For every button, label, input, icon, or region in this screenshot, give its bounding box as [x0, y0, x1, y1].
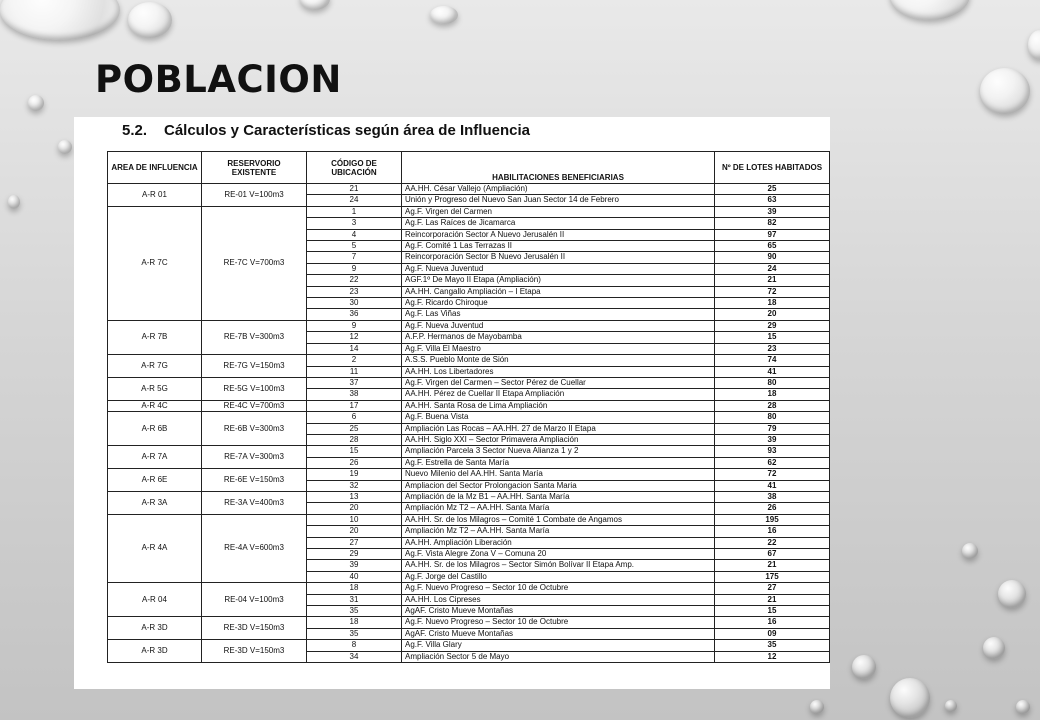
table-row — [108, 355, 830, 366]
habilitacion-cell: Ag.F. Virgen del Carmen – Sector Pérez de Cuellar — [402, 377, 715, 388]
table-header-row — [108, 152, 830, 184]
reservoir-cell: RE-04 V=100m3 — [202, 583, 307, 617]
water-droplet — [852, 655, 876, 679]
code-cell: 29 — [307, 549, 402, 560]
reservoir-cell: RE-4A V=600m3 — [202, 514, 307, 582]
lots-cell: 80 — [715, 377, 830, 388]
water-droplet — [1028, 30, 1040, 60]
code-cell: 13 — [307, 491, 402, 502]
code-cell: 28 — [307, 434, 402, 445]
water-droplet — [1016, 700, 1030, 714]
code-cell: 25 — [307, 423, 402, 434]
water-droplet — [980, 68, 1030, 114]
table-row — [108, 640, 830, 651]
habilitacion-cell: Ag.F. Villa El Maestro — [402, 343, 715, 354]
habilitacion-cell: AA.HH. Sr. de los Milagros – Sector Simón Bolívar II Etapa Amp. — [402, 560, 715, 571]
code-cell: 18 — [307, 583, 402, 594]
habilitacion-cell: AA.HH. Cangallo Ampliación – I Etapa — [402, 286, 715, 297]
section-number: 5.2. — [122, 122, 148, 139]
table-body — [108, 184, 830, 663]
lots-cell: 175 — [715, 571, 830, 582]
reservoir-cell: RE-5G V=100m3 — [202, 377, 307, 400]
header-reservoir: RESERVORIO EXISTENTE — [202, 152, 307, 184]
habilitacion-cell: AA.HH. César Vallejo (Ampliación) — [402, 184, 715, 195]
lots-cell: 12 — [715, 651, 830, 662]
code-cell: 20 — [307, 526, 402, 537]
code-cell: 24 — [307, 195, 402, 206]
lots-cell: 22 — [715, 537, 830, 548]
habilitacion-cell: Ag.F. Estrella de Santa María — [402, 457, 715, 468]
lots-cell: 82 — [715, 218, 830, 229]
habilitacion-cell: AA.HH. Ampliación Liberación — [402, 537, 715, 548]
area-cell: A-R 4A — [108, 514, 202, 582]
table-row — [108, 583, 830, 594]
lots-cell: 23 — [715, 343, 830, 354]
habilitacion-cell: Ampliación Parcela 3 Sector Nueva Alianza 1 y 2 — [402, 446, 715, 457]
table-row — [108, 412, 830, 423]
area-cell: A-R 7G — [108, 355, 202, 378]
lots-cell: 72 — [715, 286, 830, 297]
lots-cell: 18 — [715, 389, 830, 400]
table-row — [108, 514, 830, 525]
water-droplet — [300, 0, 330, 10]
section-title: Cálculos y Características según área de Influencia — [164, 122, 530, 139]
lots-cell: 195 — [715, 514, 830, 525]
habilitacion-cell: AGF.1º De Mayo II Etapa (Ampliación) — [402, 275, 715, 286]
code-cell: 37 — [307, 377, 402, 388]
water-droplet — [0, 0, 120, 40]
code-cell: 9 — [307, 263, 402, 274]
reservoir-cell: RE-7B V=300m3 — [202, 320, 307, 354]
habilitacion-cell: Ag.F. Nueva Juventud — [402, 263, 715, 274]
table-row — [108, 491, 830, 502]
code-cell: 15 — [307, 446, 402, 457]
habilitacion-cell: Ag.F. Jorge del Castillo — [402, 571, 715, 582]
habilitacion-cell: AgAF. Cristo Mueve Montañas — [402, 628, 715, 639]
habilitacion-cell: Ag.F. Ricardo Chiroque — [402, 298, 715, 309]
code-cell: 14 — [307, 343, 402, 354]
code-cell: 3 — [307, 218, 402, 229]
table-row — [108, 320, 830, 331]
reservoir-cell: RE-01 V=100m3 — [202, 184, 307, 207]
code-cell: 21 — [307, 184, 402, 195]
code-cell: 12 — [307, 332, 402, 343]
lots-cell: 28 — [715, 400, 830, 411]
lots-cell: 35 — [715, 640, 830, 651]
habilitacion-cell: AA.HH. Los Cipreses — [402, 594, 715, 605]
habilitacion-cell: Ag.F. Comité 1 Las Terrazas II — [402, 241, 715, 252]
header-area: AREA DE INFLUENCIA — [108, 152, 202, 184]
area-cell: A-R 6B — [108, 412, 202, 446]
header-code: CÓDIGO DE UBICACIÓN — [307, 152, 402, 184]
habilitacion-cell: Ampliación Sector 5 de Mayo — [402, 651, 715, 662]
water-droplet — [128, 2, 172, 38]
area-cell: A-R 3D — [108, 617, 202, 640]
habilitacion-cell: A.S.S. Pueblo Monte de Sión — [402, 355, 715, 366]
code-cell: 19 — [307, 469, 402, 480]
habilitacion-cell: Unión y Progreso del Nuevo San Juan Sector 14 de Febrero — [402, 195, 715, 206]
code-cell: 40 — [307, 571, 402, 582]
document-image — [74, 117, 830, 689]
code-cell: 2 — [307, 355, 402, 366]
lots-cell: 39 — [715, 206, 830, 217]
habilitacion-cell: Nuevo Milenio del AA.HH. Santa María — [402, 469, 715, 480]
code-cell: 34 — [307, 651, 402, 662]
table-row — [108, 184, 830, 195]
reservoir-cell: RE-3D V=150m3 — [202, 617, 307, 640]
code-cell: 35 — [307, 628, 402, 639]
water-droplet — [983, 637, 1005, 659]
habilitacion-cell: AgAF. Cristo Mueve Montañas — [402, 606, 715, 617]
area-cell: A-R 3D — [108, 640, 202, 663]
reservoir-cell: RE-3A V=400m3 — [202, 491, 307, 514]
lots-cell: 21 — [715, 560, 830, 571]
habilitacion-cell: Ag.F. Las Viñas — [402, 309, 715, 320]
code-cell: 27 — [307, 537, 402, 548]
section-heading — [122, 122, 530, 139]
water-droplet — [998, 580, 1026, 608]
habilitacion-cell: Ampliacion del Sector Prolongacion Santa Maria — [402, 480, 715, 491]
lots-cell: 72 — [715, 469, 830, 480]
habilitacion-cell: Ampliación Las Rocas – AA.HH. 27 de Marzo II Etapa — [402, 423, 715, 434]
code-cell: 18 — [307, 617, 402, 628]
habilitacion-cell: Ag.F. Las Raíces de Jicamarca — [402, 218, 715, 229]
habilitacion-cell: Ag.F. Vista Alegre Zona V – Comuna 20 — [402, 549, 715, 560]
lots-cell: 16 — [715, 617, 830, 628]
reservoir-cell: RE-4C V=700m3 — [202, 400, 307, 411]
code-cell: 38 — [307, 389, 402, 400]
code-cell: 31 — [307, 594, 402, 605]
habilitacion-cell: Ampliación Mz T2 – AA.HH. Santa María — [402, 526, 715, 537]
area-cell: A-R 6E — [108, 469, 202, 492]
code-cell: 35 — [307, 606, 402, 617]
habilitacion-cell: Ampliación Mz T2 – AA.HH. Santa María — [402, 503, 715, 514]
code-cell: 22 — [307, 275, 402, 286]
habilitacion-cell: Ampliación de la Mz B1 – AA.HH. Santa María — [402, 491, 715, 502]
header-habilitaciones: HABILITACIONES BENEFICIARIAS — [402, 152, 715, 184]
code-cell: 17 — [307, 400, 402, 411]
table-row — [108, 446, 830, 457]
water-droplet — [430, 6, 458, 24]
area-cell: A-R 5G — [108, 377, 202, 400]
lots-cell: 39 — [715, 434, 830, 445]
table-row — [108, 400, 830, 411]
code-cell: 23 — [307, 286, 402, 297]
water-droplet — [962, 543, 978, 559]
lots-cell: 41 — [715, 366, 830, 377]
code-cell: 11 — [307, 366, 402, 377]
lots-cell: 97 — [715, 229, 830, 240]
lots-cell: 26 — [715, 503, 830, 514]
water-droplet — [890, 678, 930, 718]
code-cell: 1 — [307, 206, 402, 217]
habilitacion-cell: Ag.F. Villa Glary — [402, 640, 715, 651]
code-cell: 7 — [307, 252, 402, 263]
reservoir-cell: RE-7G V=150m3 — [202, 355, 307, 378]
habilitacion-cell: AA.HH. Siglo XXI – Sector Primavera Ampliación — [402, 434, 715, 445]
habilitacion-cell: Ag.F. Virgen del Carmen — [402, 206, 715, 217]
code-cell: 9 — [307, 320, 402, 331]
habilitacion-cell: Ag.F. Buena Vista — [402, 412, 715, 423]
area-cell: A-R 7A — [108, 446, 202, 469]
header-lots: Nº DE LOTES HABITADOS — [715, 152, 830, 184]
reservoir-cell: RE-7C V=700m3 — [202, 206, 307, 320]
lots-cell: 62 — [715, 457, 830, 468]
lots-cell: 24 — [715, 263, 830, 274]
code-cell: 39 — [307, 560, 402, 571]
reservoir-cell: RE-6E V=150m3 — [202, 469, 307, 492]
area-cell: A-R 01 — [108, 184, 202, 207]
lots-cell: 38 — [715, 491, 830, 502]
area-cell: A-R 7C — [108, 206, 202, 320]
lots-cell: 21 — [715, 594, 830, 605]
water-droplet — [28, 95, 44, 111]
habilitacion-cell: A.F.P. Hermanos de Mayobamba — [402, 332, 715, 343]
water-droplet — [58, 140, 72, 154]
lots-cell: 15 — [715, 332, 830, 343]
water-droplet — [810, 700, 824, 714]
lots-cell: 29 — [715, 320, 830, 331]
habilitacion-cell: AA.HH. Santa Rosa de Lima Ampliación — [402, 400, 715, 411]
water-droplet — [8, 195, 20, 209]
code-cell: 6 — [307, 412, 402, 423]
lots-cell: 80 — [715, 412, 830, 423]
lots-cell: 90 — [715, 252, 830, 263]
reservoir-cell: RE-7A V=300m3 — [202, 446, 307, 469]
code-cell: 36 — [307, 309, 402, 320]
lots-cell: 15 — [715, 606, 830, 617]
code-cell: 4 — [307, 229, 402, 240]
habilitacion-cell: AA.HH. Sr. de los Milagros – Comité 1 Combate de Angamos — [402, 514, 715, 525]
table-row — [108, 617, 830, 628]
table-row — [108, 377, 830, 388]
code-cell: 30 — [307, 298, 402, 309]
lots-cell: 09 — [715, 628, 830, 639]
lots-cell: 27 — [715, 583, 830, 594]
code-cell: 8 — [307, 640, 402, 651]
lots-cell: 79 — [715, 423, 830, 434]
table-row — [108, 469, 830, 480]
area-cell: A-R 4C — [108, 400, 202, 411]
lots-cell: 93 — [715, 446, 830, 457]
code-cell: 32 — [307, 480, 402, 491]
area-cell: A-R 04 — [108, 583, 202, 617]
habilitacion-cell: Ag.F. Nueva Juventud — [402, 320, 715, 331]
lots-cell: 63 — [715, 195, 830, 206]
water-droplet — [890, 0, 970, 20]
code-cell: 10 — [307, 514, 402, 525]
habilitacion-cell: Ag.F. Nuevo Progreso – Sector 10 de Octubre — [402, 617, 715, 628]
habilitacion-cell: Reincorporación Sector B Nuevo Jerusalén II — [402, 252, 715, 263]
area-cell: A-R 7B — [108, 320, 202, 354]
lots-cell: 20 — [715, 309, 830, 320]
table-row — [108, 206, 830, 217]
lots-cell: 41 — [715, 480, 830, 491]
influence-area-table — [107, 151, 830, 663]
lots-cell: 74 — [715, 355, 830, 366]
lots-cell: 67 — [715, 549, 830, 560]
area-cell: A-R 3A — [108, 491, 202, 514]
slide-title: POBLACION — [95, 58, 342, 101]
habilitacion-cell: Reincorporación Sector A Nuevo Jerusalén II — [402, 229, 715, 240]
lots-cell: 65 — [715, 241, 830, 252]
reservoir-cell: RE-6B V=300m3 — [202, 412, 307, 446]
habilitacion-cell: AA.HH. Los Libertadores — [402, 366, 715, 377]
code-cell: 5 — [307, 241, 402, 252]
lots-cell: 16 — [715, 526, 830, 537]
code-cell: 26 — [307, 457, 402, 468]
reservoir-cell: RE-3D V=150m3 — [202, 640, 307, 663]
lots-cell: 25 — [715, 184, 830, 195]
water-droplet — [945, 700, 957, 712]
habilitacion-cell: AA.HH. Pérez de Cuellar II Etapa Ampliación — [402, 389, 715, 400]
code-cell: 20 — [307, 503, 402, 514]
lots-cell: 21 — [715, 275, 830, 286]
habilitacion-cell: Ag.F. Nuevo Progreso – Sector 10 de Octubre — [402, 583, 715, 594]
lots-cell: 18 — [715, 298, 830, 309]
